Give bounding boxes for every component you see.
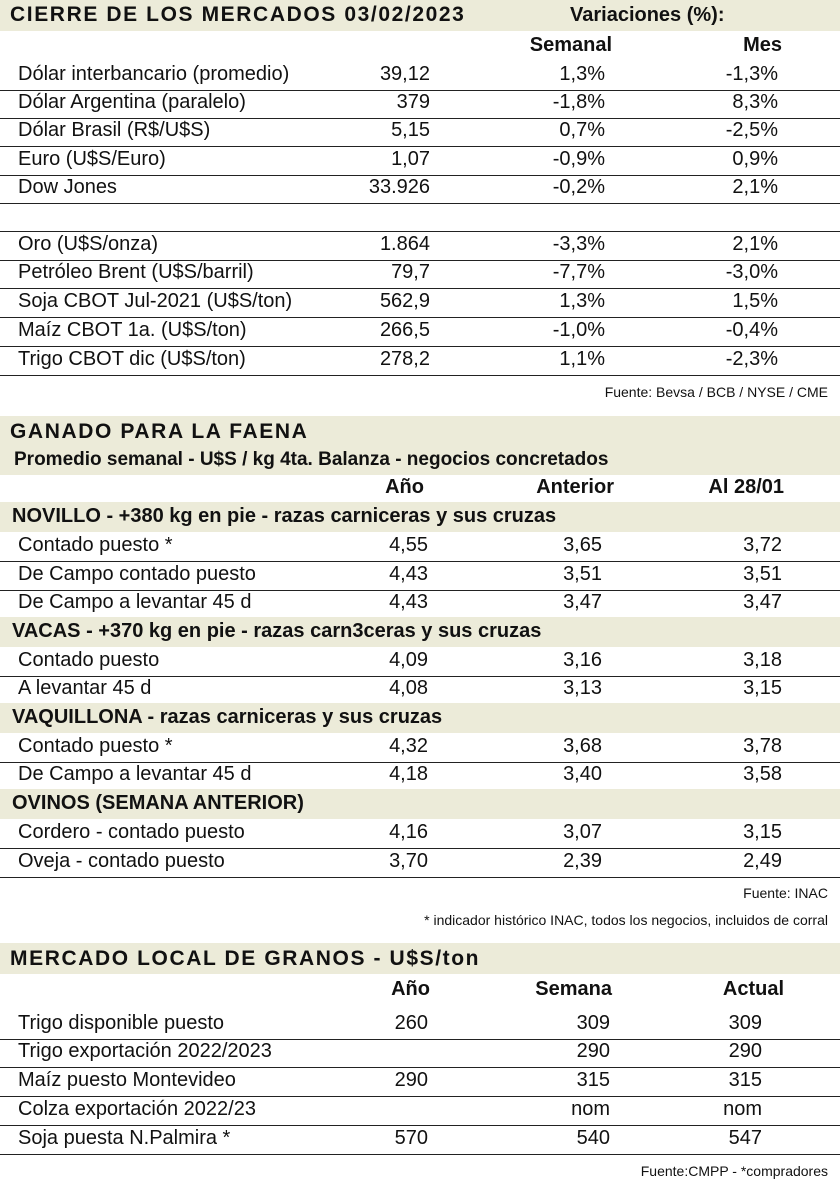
row-year: 260	[394, 1012, 428, 1034]
row-week: nom	[571, 1098, 610, 1120]
row-label: Trigo CBOT dic (U$S/ton)	[18, 348, 246, 370]
row-label: Contado puesto *	[18, 534, 173, 556]
grains-title: MERCADO LOCAL DE GRANOS - U$S/ton	[10, 947, 481, 970]
table-row	[0, 118, 840, 147]
col-month-header: Mes	[743, 34, 782, 56]
row-label: Dólar Brasil (R$/U$S)	[18, 119, 211, 141]
table-row	[0, 1068, 840, 1097]
row-date: 3,47	[743, 591, 782, 613]
row-week: 315	[576, 1069, 610, 1091]
row-value: 5,15	[391, 119, 430, 141]
row-year: 4,18	[389, 763, 428, 785]
row-week: 540	[576, 1127, 610, 1149]
row-date: 2,49	[743, 850, 782, 872]
row-date: 3,72	[743, 534, 782, 556]
table-row	[0, 1011, 840, 1040]
table-row	[0, 676, 840, 705]
row-month: -2,3%	[725, 348, 778, 370]
market-title: CIERRE DE LOS MERCADOS 03/02/2023	[10, 3, 466, 26]
row-date: 3,78	[743, 735, 782, 757]
row-weekly: 1,3%	[559, 63, 605, 85]
row-year: 4,32	[389, 735, 428, 757]
table-row	[0, 347, 840, 376]
row-current: 315	[728, 1069, 762, 1091]
table-row	[0, 820, 840, 849]
row-month: -3,0%	[725, 261, 778, 283]
row-label: Dólar interbancario (promedio)	[18, 63, 290, 85]
row-label: De Campo a levantar 45 d	[18, 763, 252, 785]
row-year: 570	[394, 1127, 428, 1149]
row-weekly: -1,0%	[552, 319, 605, 341]
row-month: -0,4%	[725, 319, 778, 341]
row-prev: 3,65	[563, 534, 602, 556]
row-label: Contado puesto	[18, 649, 160, 671]
group-title-vaquillona: VAQUILLONA - razas carniceras y sus cruzas	[12, 706, 443, 728]
row-value: 1.864	[379, 233, 430, 255]
row-label: Soja puesta N.Palmira *	[18, 1127, 231, 1149]
table-row	[0, 62, 840, 91]
row-weekly: -1,8%	[552, 91, 605, 113]
table-spacer	[0, 203, 840, 232]
table-row	[0, 147, 840, 176]
row-label: Maíz puesto Montevideo	[18, 1069, 236, 1091]
table-row	[0, 648, 840, 677]
table-row	[0, 849, 840, 878]
row-label: De Campo a levantar 45 d	[18, 591, 252, 613]
table-row	[0, 590, 840, 619]
row-label: A levantar 45 d	[18, 677, 152, 699]
row-label: Colza exportación 2022/23	[18, 1098, 256, 1120]
col-prev-header: Anterior	[536, 476, 614, 498]
col-week-header: Semana	[535, 978, 612, 1000]
row-value: 266,5	[379, 319, 430, 341]
row-prev: 3,40	[563, 763, 602, 785]
row-weekly: -7,7%	[552, 261, 605, 283]
group-title-vacas: VACAS - +370 kg en pie - razas carn3ceras y sus cruzas	[12, 620, 542, 642]
row-current: 290	[728, 1040, 762, 1062]
group-title-novillo: NOVILLO - +380 kg en pie - razas carniceras y sus cruzas	[12, 505, 557, 527]
table-row	[0, 289, 840, 318]
row-month: 0,9%	[732, 148, 778, 170]
cattle-source: Fuente: INAC	[743, 885, 828, 901]
table-row	[0, 175, 840, 204]
row-prev: 3,13	[563, 677, 602, 699]
row-date: 3,15	[743, 821, 782, 843]
row-year: 290	[394, 1069, 428, 1091]
row-label: Oro (U$S/onza)	[18, 233, 159, 255]
row-month: -2,5%	[725, 119, 778, 141]
row-weekly: 0,7%	[559, 119, 605, 141]
table-row	[0, 232, 840, 261]
cattle-note: * indicador histórico INAC, todos los negocios, incluidos de corral	[424, 912, 828, 928]
table-row	[0, 1126, 840, 1155]
grains-source: Fuente:CMPP - *compradores	[640, 1163, 828, 1179]
row-weekly: 1,1%	[559, 348, 605, 370]
row-label: Petróleo Brent (U$S/barril)	[18, 261, 254, 283]
row-prev: 3,47	[563, 591, 602, 613]
group-title-ovinos: OVINOS (SEMANA ANTERIOR)	[12, 792, 304, 814]
row-year: 4,08	[389, 677, 428, 699]
market-source: Fuente: Bevsa / BCB / NYSE / CME	[604, 384, 828, 400]
row-year: 4,09	[389, 649, 428, 671]
table-row	[0, 90, 840, 119]
row-year: 4,43	[389, 591, 428, 613]
row-label: Maíz CBOT 1a. (U$S/ton)	[18, 319, 247, 341]
row-year: 3,70	[389, 850, 428, 872]
col-year-header: Año	[391, 978, 430, 1000]
row-weekly: 1,3%	[559, 290, 605, 312]
row-label: De Campo contado puesto	[18, 563, 256, 585]
row-year: 4,55	[389, 534, 428, 556]
row-prev: 3,51	[563, 563, 602, 585]
row-month: 2,1%	[732, 233, 778, 255]
row-weekly: -3,3%	[552, 233, 605, 255]
row-prev: 3,68	[563, 735, 602, 757]
row-date: 3,58	[743, 763, 782, 785]
row-prev: 3,07	[563, 821, 602, 843]
variations-label: Variaciones (%):	[570, 4, 725, 26]
row-current: 547	[728, 1127, 762, 1149]
row-label: Oveja - contado puesto	[18, 850, 225, 872]
table-row	[0, 762, 840, 791]
col-date-header: Al 28/01	[708, 476, 784, 498]
row-label: Trigo disponible puesto	[18, 1012, 225, 1034]
row-value: 1,07	[391, 148, 430, 170]
row-value: 33.926	[368, 176, 430, 198]
row-value: 79,7	[391, 261, 430, 283]
row-label: Euro (U$S/Euro)	[18, 148, 166, 170]
table-row	[0, 533, 840, 562]
row-value: 379	[396, 91, 430, 113]
row-label: Dólar Argentina (paralelo)	[18, 91, 246, 113]
row-month: 2,1%	[732, 176, 778, 198]
row-prev: 3,16	[563, 649, 602, 671]
row-label: Dow Jones	[18, 176, 117, 198]
row-current: nom	[723, 1098, 762, 1120]
row-week: 290	[576, 1040, 610, 1062]
row-year: 4,43	[389, 563, 428, 585]
row-date: 3,18	[743, 649, 782, 671]
col-current-header: Actual	[722, 978, 784, 1000]
row-date: 3,51	[743, 563, 782, 585]
row-month: 1,5%	[732, 290, 778, 312]
row-year: 4,16	[389, 821, 428, 843]
table-row	[0, 1097, 840, 1126]
row-value: 562,9	[379, 290, 430, 312]
col-weekly-header: Semanal	[529, 34, 612, 56]
table-row	[0, 260, 840, 289]
row-weekly: -0,2%	[552, 176, 605, 198]
col-year-header: Año	[385, 476, 424, 498]
row-month: 8,3%	[732, 91, 778, 113]
row-prev: 2,39	[563, 850, 602, 872]
row-date: 3,15	[743, 677, 782, 699]
table-row	[0, 318, 840, 347]
table-row	[0, 734, 840, 763]
row-label: Soja CBOT Jul-2021 (U$S/ton)	[18, 290, 293, 312]
row-label: Cordero - contado puesto	[18, 821, 245, 843]
row-label: Trigo exportación 2022/2023	[18, 1040, 272, 1062]
table-row	[0, 1039, 840, 1068]
row-value: 278,2	[379, 348, 430, 370]
row-current: 309	[728, 1012, 762, 1034]
row-value: 39,12	[379, 63, 430, 85]
cattle-subtitle: Promedio semanal - U$S / kg 4ta. Balanza - negocios concretados	[14, 449, 609, 470]
row-weekly: -0,9%	[552, 148, 605, 170]
row-label: Contado puesto *	[18, 735, 173, 757]
cattle-title: GANADO PARA LA FAENA	[10, 420, 309, 443]
table-row	[0, 562, 840, 591]
row-month: -1,3%	[725, 63, 778, 85]
row-week: 309	[576, 1012, 610, 1034]
